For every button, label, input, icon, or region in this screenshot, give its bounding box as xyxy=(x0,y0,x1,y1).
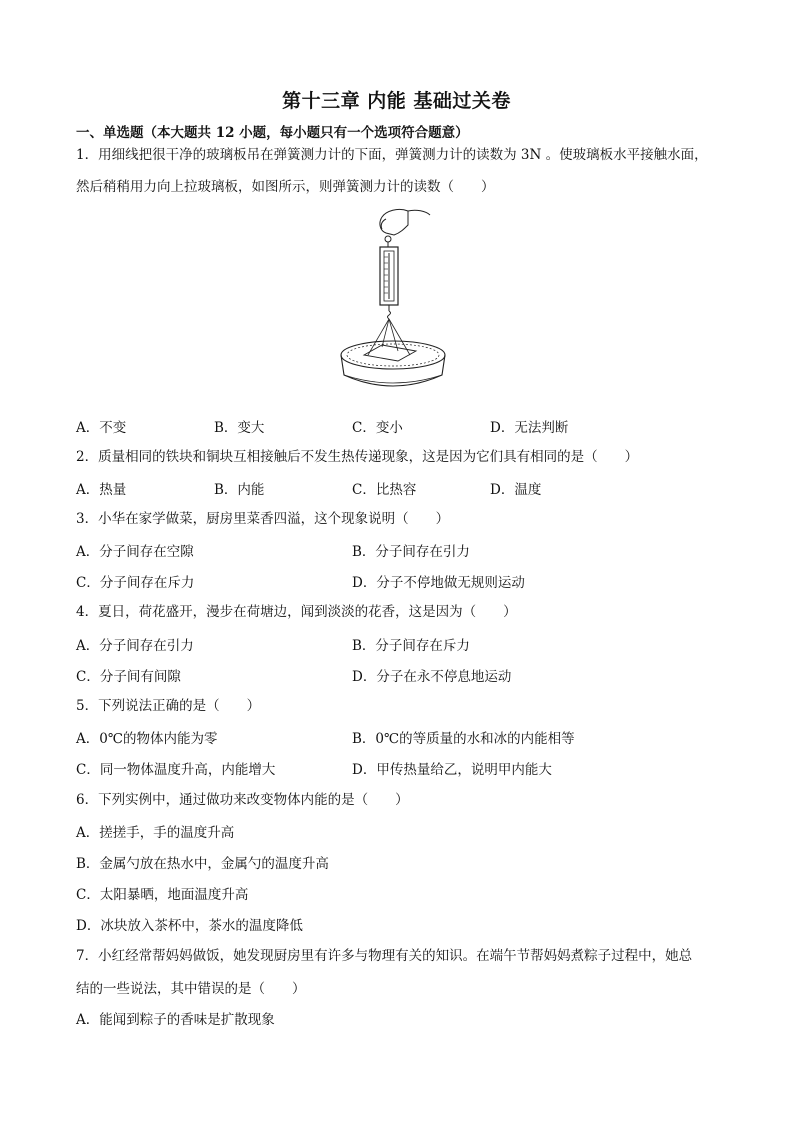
question-3: 3．小华在家学做菜，厨房里菜香四溢，这个现象说明（ ） xyxy=(76,511,450,527)
q6-option-d: D．冰块放入茶杯中，茶水的温度降低 xyxy=(76,918,303,934)
q5-option-d: D．甲传热量给乙，说明甲内能大 xyxy=(352,762,552,778)
q1-option-b: B．变大 xyxy=(214,420,265,436)
q6-option-c: C．太阳暴晒，地面温度升高 xyxy=(76,887,249,903)
q7-option-a: A．能闻到粽子的香味是扩散现象 xyxy=(76,1012,275,1028)
q6-option-b: B．金属勺放在热水中，金属勺的温度升高 xyxy=(76,856,329,872)
question-7-line-2: 结的一些说法，其中错误的是（ ） xyxy=(76,981,306,997)
section-heading: 一、单选题（本大题共 12 小题，每小题只有一个选项符合题意） xyxy=(76,125,469,141)
q3-option-d: D．分子不停地做无规则运动 xyxy=(352,575,525,591)
q5-option-a: A．0℃的物体内能为零 xyxy=(76,731,218,747)
q3-option-a: A．分子间存在空隙 xyxy=(76,544,194,560)
question-7-line-1: 7．小红经常帮妈妈做饭，她发现厨房里有许多与物理有关的知识。在端午节帮妈妈煮粽子过程中，她总 xyxy=(76,948,693,964)
q2-option-b: B．内能 xyxy=(214,482,265,498)
page-title: 第十三章 内能 基础过关卷 xyxy=(282,90,511,112)
q4-option-a: A．分子间存在引力 xyxy=(76,638,194,654)
q5-option-c: C．同一物体温度升高，内能增大 xyxy=(76,762,276,778)
question-4: 4．夏日，荷花盛开，漫步在荷塘边，闻到淡淡的花香，这是因为（ ） xyxy=(76,604,517,620)
q4-option-b: B．分子间存在斥力 xyxy=(352,638,470,654)
q4-option-d: D．分子在永不停息地运动 xyxy=(352,669,512,685)
spring-scale-figure xyxy=(338,205,462,395)
q3-option-c: C．分子间存在斥力 xyxy=(76,575,195,591)
q5-option-b: B．0℃的等质量的水和冰的内能相等 xyxy=(352,731,575,747)
question-2: 2．质量相同的铁块和铜块互相接触后不发生热传递现象，这是因为它们具有相同的是（ ） xyxy=(76,449,639,465)
q1-option-a: A．不变 xyxy=(76,420,127,436)
question-1-line-2: 然后稍稍用力向上拉玻璃板，如图所示，则弹簧测力计的读数（ ） xyxy=(76,179,495,195)
q2-option-c: C．比热容 xyxy=(352,482,417,498)
question-1-line-1: 1．用细线把很干净的玻璃板吊在弹簧测力计的下面，弹簧测力计的读数为 3N 。使玻璃板水平接触水面， xyxy=(76,147,708,163)
q1-option-c: C．变小 xyxy=(352,420,403,436)
q2-option-a: A．热量 xyxy=(76,482,127,498)
q4-option-c: C．分子间有间隙 xyxy=(76,669,181,685)
question-6: 6．下列实例中，通过做功来改变物体内能的是（ ） xyxy=(76,792,409,808)
question-5: 5．下列说法正确的是（ ） xyxy=(76,698,261,714)
q3-option-b: B．分子间存在引力 xyxy=(352,544,470,560)
q6-option-a: A．搓搓手，手的温度升高 xyxy=(76,825,235,841)
q2-option-d: D．温度 xyxy=(490,482,542,498)
q1-option-d: D．无法判断 xyxy=(490,420,569,436)
